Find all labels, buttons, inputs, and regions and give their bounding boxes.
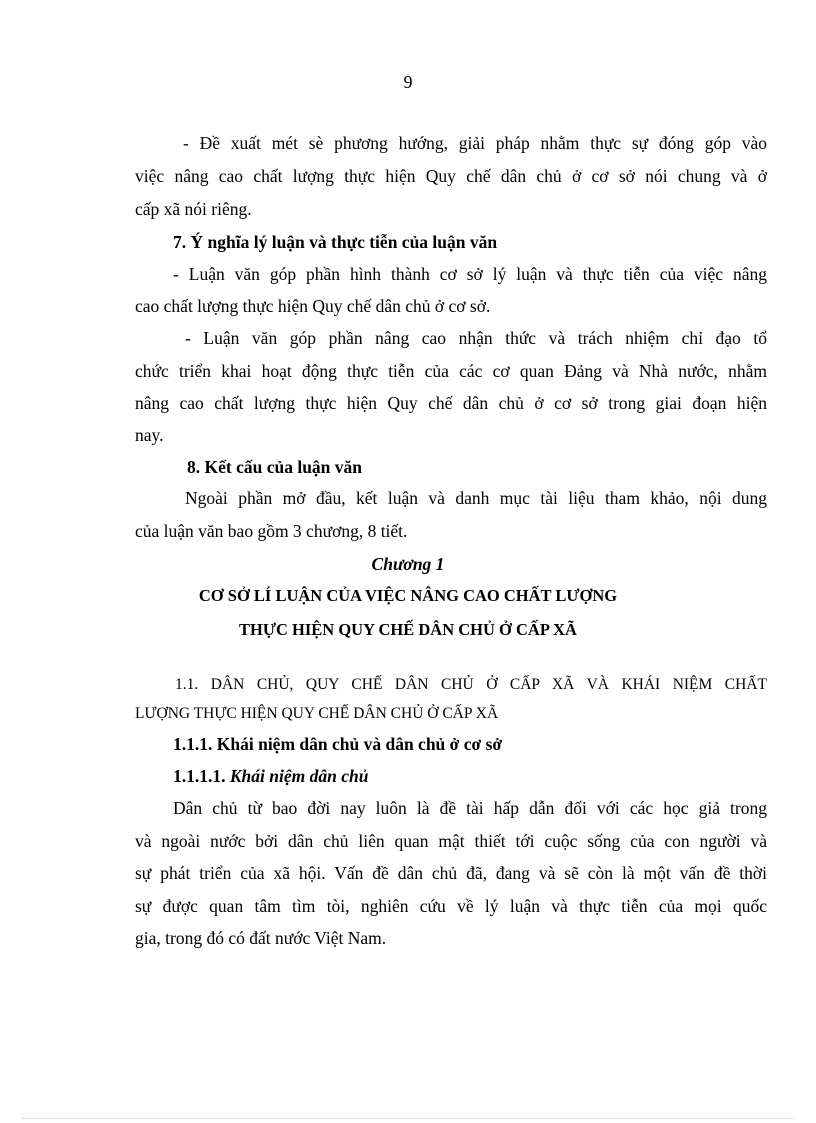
- paragraph-line: Dân chủ từ bao đời nay luôn là đề tài hấp dẫn đối với các học giả trong: [173, 798, 767, 818]
- paragraph-line: - Đề xuất mét sè phương hướng, giải pháp nhằm thực sự đóng góp vào: [183, 133, 767, 153]
- heading-section-7: 7. Ý nghĩa lý luận và thực tiễn của luận văn: [173, 232, 498, 252]
- paragraph-line: - Luận văn góp phần hình thành cơ sở lý luận và thực tiễn của việc nâng: [173, 264, 767, 284]
- section-number: 1.1.1.1.: [173, 766, 226, 786]
- section-heading-1-1-cont: LƯỢNG THỰC HIỆN QUY CHẾ DÂN CHỦ Ở CẤP XÃ: [135, 705, 499, 722]
- paragraph-line: gia, trong đó có đất nước Việt Nam.: [135, 928, 387, 948]
- paragraph-line: nâng cao chất lượng thực hiện Quy chế dân chủ ở cơ sở trong giai đoạn hiện: [135, 393, 767, 413]
- chapter-label: Chương 1: [371, 554, 445, 574]
- chapter-title-line-1: CƠ SỞ LÍ LUẬN CỦA VIỆC NÂNG CAO CHẤT LƯỢNG: [198, 586, 618, 605]
- paragraph-line: sự phát triển của xã hội. Vấn đề dân chủ đã, đang và sẽ còn là một vấn đề thời: [135, 863, 767, 883]
- section-heading-1-1-1-1: [173, 765, 368, 787]
- page-bottom-divider: [22, 1118, 794, 1119]
- paragraph-line: sự được quan tâm tìm tòi, nghiên cứu về lý luận và thực tiễn của mọi quốc: [135, 896, 767, 916]
- paragraph-line: và ngoài nước bởi dân chủ liên quan mật thiết tới cuộc sống của con người và: [135, 831, 767, 851]
- section-heading-1-1: 1.1. DÂN CHỦ, QUY CHẾ DÂN CHỦ Ở CẤP XÃ VÀ KHÁI NIỆM CHẤT: [175, 676, 767, 693]
- chapter-title-line-2: THỰC HIỆN QUY CHẾ DÂN CHỦ Ở CẤP XÃ: [239, 620, 577, 639]
- section-title: Khái niệm dân chủ: [229, 766, 369, 786]
- paragraph-line: chức triển khai hoạt động thực tiễn của các cơ quan Đảng và Nhà nước, nhằm: [135, 361, 767, 381]
- paragraph-line: - Luận văn góp phần nâng cao nhận thức và trách nhiệm chỉ đạo tổ: [185, 328, 767, 348]
- page-number: 9: [403, 72, 413, 92]
- heading-section-8: 8. Kết cấu của luận văn: [187, 457, 363, 477]
- paragraph-line: cao chất lượng thực hiện Quy chế dân chủ ở cơ sở.: [135, 296, 491, 316]
- paragraph-line: cấp xã nói riêng.: [135, 199, 252, 219]
- section-heading-1-1-1: 1.1.1. Khái niệm dân chủ và dân chủ ở cơ sở: [173, 734, 503, 754]
- paragraph-line: nay.: [135, 425, 164, 445]
- paragraph-line: việc nâng cao chất lượng thực hiện Quy chế dân chủ ở cơ sở nói chung và ở: [135, 166, 767, 186]
- paragraph-line: Ngoài phần mở đầu, kết luận và danh mục tài liệu tham khảo, nội dung: [185, 488, 767, 508]
- paragraph-line: của luận văn bao gồm 3 chương, 8 tiết.: [135, 521, 408, 541]
